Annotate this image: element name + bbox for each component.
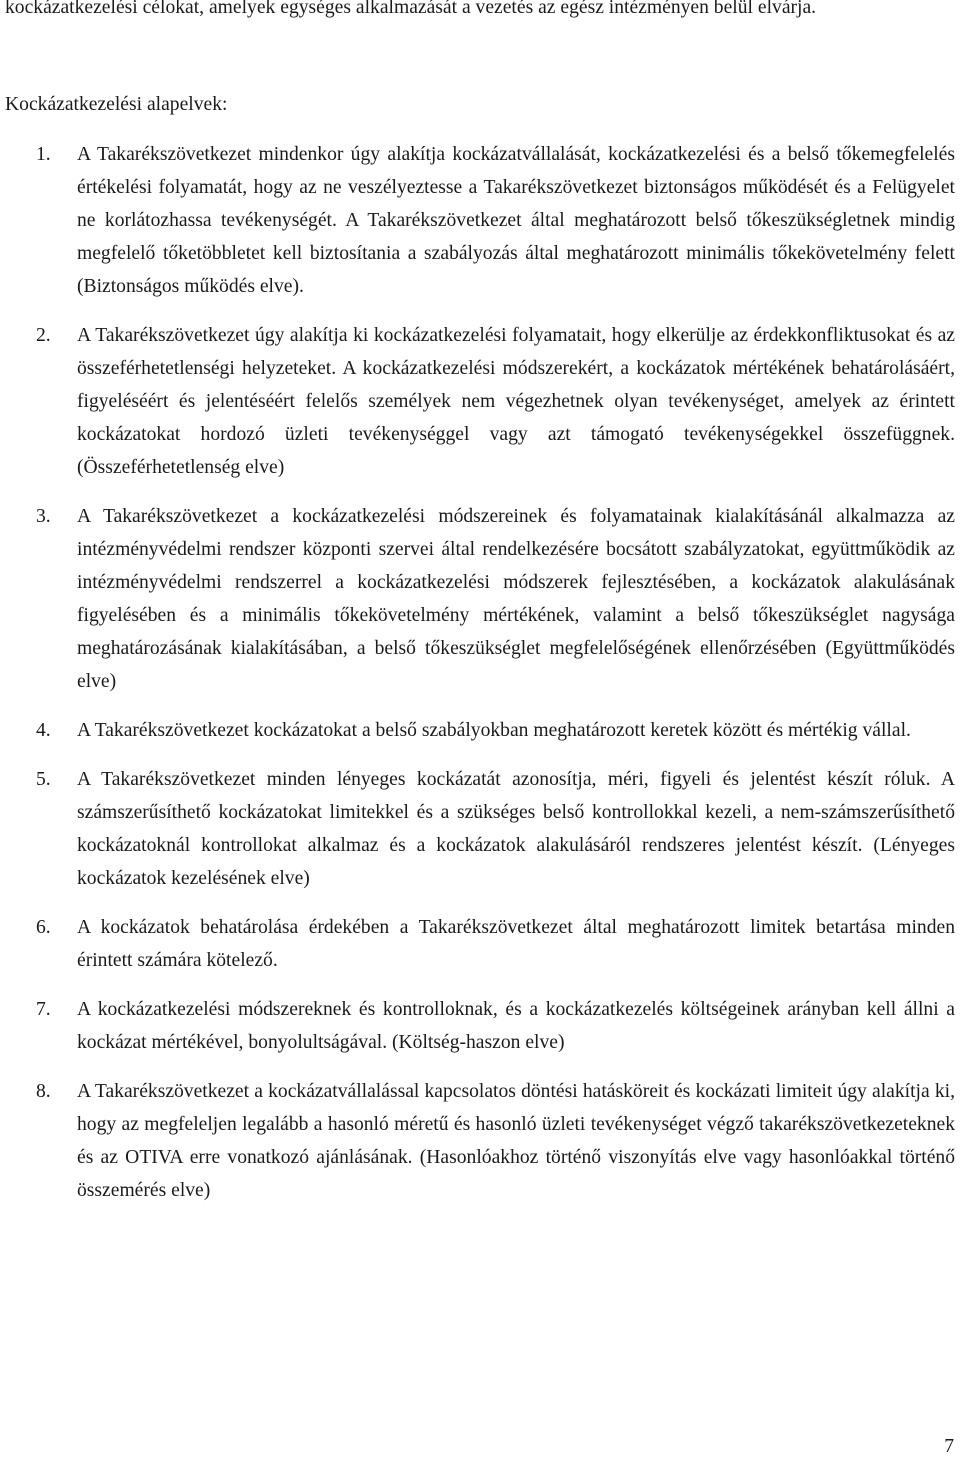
section-heading: Kockázatkezelési alapelvek: bbox=[5, 94, 228, 115]
intro-paragraph: kockázatkezelési célokat, amelyek egységes alkalmazását a vezetés az egész intézményen belül elvárja. bbox=[5, 0, 817, 18]
list-item bbox=[5, 1075, 955, 1207]
list-item bbox=[5, 911, 955, 977]
page-number: 7 bbox=[944, 1436, 954, 1457]
list-item bbox=[5, 500, 955, 698]
list-item bbox=[5, 993, 955, 1059]
item-number: 6. bbox=[36, 917, 51, 938]
principles-list bbox=[5, 138, 955, 1223]
item-text: A Takarékszövetkezet a kockázatkezelési módszereinek és folyamatainak kialakításánál alkalmazza az intézményvédelmi rendszer központi szervei által rendelkezésére bocsátott szabályzatokat, együttműködik az intézményvédelmi rendszerrel a kockázatkezelési módszerek fejlesztésében, a kockázatok alakulásának figyelésében és a minimális tőkekövetelmény mértékének, valamint a belső tőkeszükséglet nagysága meghatározásának kialakításában, a belső tőkeszükséglet megfelelőségének ellenőrzésében (Együttműködés elve) bbox=[77, 506, 955, 692]
item-number: 7. bbox=[36, 999, 51, 1020]
item-number: 4. bbox=[36, 720, 51, 741]
item-number: 8. bbox=[36, 1081, 51, 1102]
list-item bbox=[5, 319, 955, 484]
item-text: A Takarékszövetkezet úgy alakítja ki kockázatkezelési folyamatait, hogy elkerülje az érdekkonfliktusokat és az összeférhetetlenségi helyzeteket. A kockázatkezelési módszerekért, a kockázatok mértékének behatárolásáért, figyeléséért és jelentéséért felelős személyek nem végezhetnek olyan tevékenységet, amelyek az érintett kockázatokat hordozó üzleti tevékenységgel vagy azt támogató tevékenységekkel összefüggnek. (Összeférhetetlenség elve) bbox=[77, 325, 955, 478]
item-number: 5. bbox=[36, 769, 51, 790]
item-text: A Takarékszövetkezet a kockázatvállalással kapcsolatos döntési hatásköreit és kockázati limiteit úgy alakítja ki, hogy az megfeleljen legalább a hasonló méretű és hasonló üzleti tevékenységet végző takarékszövetkezeteknek és az OTIVA erre vonatkozó ajánlásának. (Hasonlóakhoz történő viszonyítás elve vagy hasonlóakkal történő összemérés elve) bbox=[77, 1081, 955, 1201]
list-item bbox=[5, 714, 955, 747]
item-text: A Takarékszövetkezet minden lényeges kockázatát azonosítja, méri, figyeli és jelentést készít róluk. A számszerűsíthető kockázatokat limitekkel és a szükséges belső kontrollokkal kezeli, a nem-számszerűsíthető kockázatoknál kontrollokat alkalmaz és a kockázatok alakulásáról rendszeres jelentést készít. (Lényeges kockázatok kezelésének elve) bbox=[77, 769, 955, 889]
item-text: A kockázatkezelési módszereknek és kontrolloknak, és a kockázatkezelés költségeinek arányban kell állni a kockázat mértékével, bonyolultságával. (Költség-haszon elve) bbox=[77, 999, 955, 1053]
item-text: A Takarékszövetkezet kockázatokat a belső szabályokban meghatározott keretek között és mértékig vállal. bbox=[77, 720, 911, 741]
list-item bbox=[5, 138, 955, 303]
item-number: 2. bbox=[36, 325, 51, 346]
item-text: A kockázatok behatárolása érdekében a Takarékszövetkezet által meghatározott limitek betartása minden érintett számára kötelező. bbox=[77, 917, 955, 971]
item-number: 3. bbox=[36, 506, 51, 527]
item-number: 1. bbox=[36, 144, 51, 165]
list-item bbox=[5, 763, 955, 895]
item-text: A Takarékszövetkezet mindenkor úgy alakítja kockázatvállalását, kockázatkezelési és a belső tőkemegfelelés értékelési folyamatát, hogy az ne veszélyeztesse a Takarékszövetkezet biztonságos működését és a Felügyelet ne korlátozhassa tevékenységét. A Takarékszövetkezet által meghatározott belső tőkeszükségletnek mindig megfelelő tőketöbbletet kell biztosítania a szabályozás által meghatározott minimális tőkekövetelmény felett (Biztonságos működés elve). bbox=[77, 144, 955, 297]
